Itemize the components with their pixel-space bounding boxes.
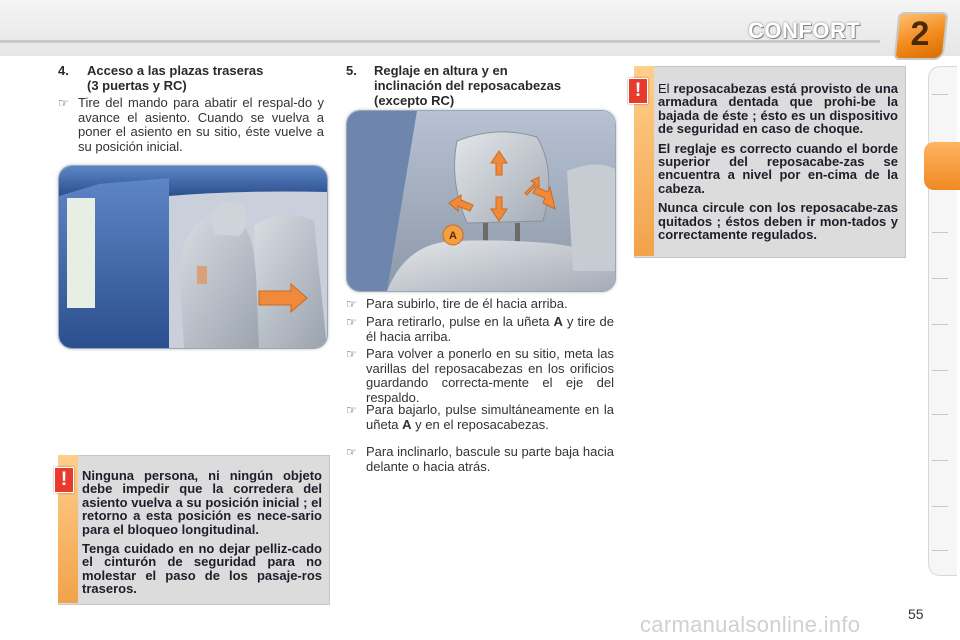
section-5-heading bbox=[346, 63, 616, 108]
chapter-title: CONFORT bbox=[748, 18, 861, 43]
section-5-bullet bbox=[346, 297, 616, 312]
headrest-warning-text: El reposacabezas está provisto de una armadura dentada que prohi-be la bajada de éste ; ésto es un dispositivo de seguridad en caso de choque. El reglaje es correcto cuando el borde superior del reposacabe-zas se encuentra a nivel por en-cima de la cabeza. Nunca circule con los reposacabe-zas quitados ; éstos deben ir mon-tados y correctamente regulados. bbox=[658, 81, 898, 243]
tab-active-chapter[interactable] bbox=[924, 142, 960, 190]
section-5-bullet bbox=[346, 445, 616, 474]
section-4-heading bbox=[58, 63, 328, 93]
page-number: 55 bbox=[908, 606, 924, 622]
tab-divider bbox=[932, 506, 948, 507]
chapter-number: 2 bbox=[910, 15, 930, 53]
tab-divider bbox=[932, 232, 948, 233]
tab-divider bbox=[932, 278, 948, 279]
section-4-title-line2: (3 puertas y RC) bbox=[87, 78, 187, 93]
section-4-title-line1: Acceso a las plazas traseras bbox=[87, 63, 264, 78]
hand-pointer-icon: ☞ bbox=[58, 96, 69, 110]
tab-divider bbox=[932, 94, 948, 95]
headrest-illustration bbox=[347, 111, 615, 291]
section-5-title-line2: inclinación del reposacabezas bbox=[374, 78, 562, 93]
rear-seat-access-photo bbox=[58, 165, 328, 349]
section-5-title-line3: (excepto RC) bbox=[374, 93, 455, 108]
section-5-bullet bbox=[346, 403, 616, 432]
watermark: carmanualsonline.info bbox=[640, 612, 861, 637]
tab-divider bbox=[932, 550, 948, 551]
section-5-bullet bbox=[346, 315, 616, 344]
exclamation-icon: ! bbox=[54, 467, 74, 493]
photo-label-a: A bbox=[449, 230, 457, 242]
hand-pointer-icon: ☞ bbox=[346, 297, 357, 311]
section-5-bullet bbox=[346, 347, 616, 405]
section-5-title-line1: Reglaje en altura y en bbox=[374, 63, 508, 78]
bullet-text: Para volver a ponerlo en su sitio, meta las varillas del reposacabezas en los orificios guardando correcta-mente el eje del respaldo. bbox=[366, 346, 614, 405]
tab-divider bbox=[932, 370, 948, 371]
bullet-text: Para bajarlo, pulse simultáneamente en la uñeta A y en el reposacabezas. bbox=[366, 402, 614, 432]
section-4-bullet-text: Tire del mando para abatir el respal-do y avance el asiento. Cuando se vuelva a poner el asiento en su sitio, éste vuelve a su posición inicial. bbox=[78, 95, 324, 154]
bullet-text: Para inclinarlo, bascule su parte baja hacia delante o hacia atrás. bbox=[366, 444, 614, 474]
section-5-number: 5. bbox=[346, 63, 357, 78]
hand-pointer-icon: ☞ bbox=[346, 445, 357, 459]
tab-divider bbox=[932, 460, 948, 461]
seat-slide-warning-text: Ninguna persona, ni ningún objeto debe impedir que la corredera del asiento vuelva a su posición inicial ; el retorno a esta posición es nece-sario para el bloqueo longitudinal. Tenga cuidado en no dejar pelliz-cado el cinturón de seguridad para no molestar el paso de los pasaje-ros traseros. bbox=[82, 468, 322, 597]
headrest-adjustment-photo bbox=[346, 110, 616, 292]
hand-pointer-icon: ☞ bbox=[346, 347, 357, 361]
tab-divider bbox=[932, 324, 948, 325]
rear-seat-access-illustration bbox=[59, 166, 327, 348]
section-4-number: 4. bbox=[58, 63, 69, 78]
bullet-text: Para retirarlo, pulse en la uñeta A y tire de él hacia arriba. bbox=[366, 314, 614, 344]
bullet-text: Para subirlo, tire de él hacia arriba. bbox=[366, 296, 568, 311]
hand-pointer-icon: ☞ bbox=[346, 403, 357, 417]
exclamation-icon: ! bbox=[628, 78, 648, 104]
section-4-bullet bbox=[58, 96, 324, 154]
tab-divider bbox=[932, 414, 948, 415]
hand-pointer-icon: ☞ bbox=[346, 315, 357, 329]
